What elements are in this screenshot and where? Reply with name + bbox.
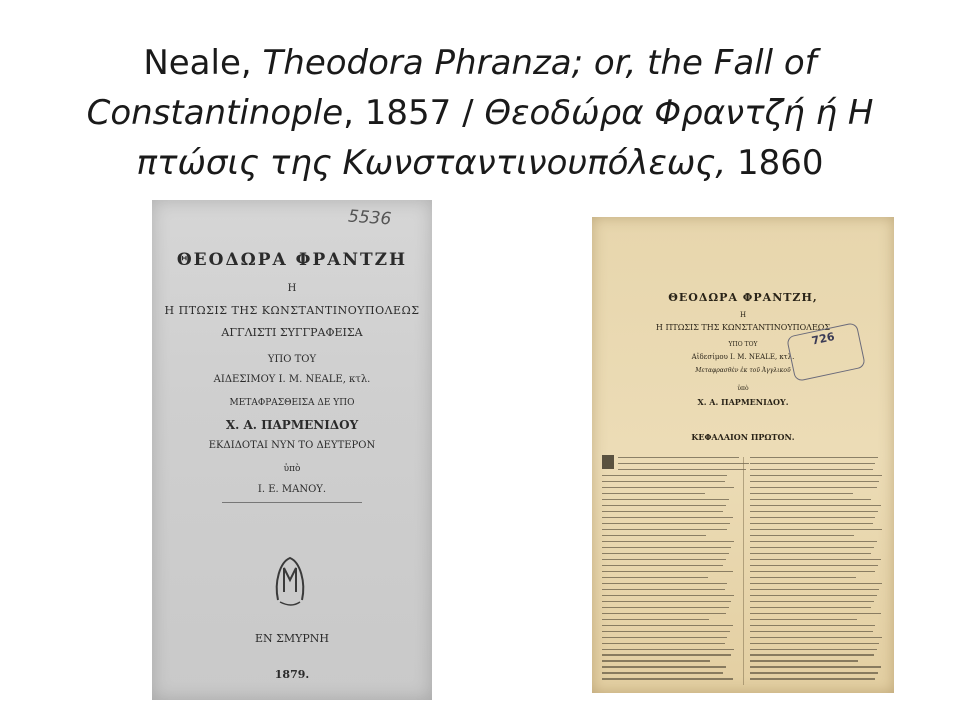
right-book-title: ΘΕΟΔΩΡΑ ΦΡΑΝΤΖΗ, bbox=[668, 291, 818, 304]
text-line bbox=[750, 565, 878, 566]
text-line bbox=[602, 577, 708, 578]
monogram-emblem bbox=[270, 552, 310, 608]
text-line bbox=[602, 553, 729, 554]
text-line bbox=[750, 499, 871, 500]
right-translator: Χ. Α. ΠΑΡΜΕΝΙΔΟΥ. bbox=[697, 397, 789, 407]
left-translator: Χ. Α. ΠΑΡΜΕΝΙΔΟΥ bbox=[225, 418, 359, 432]
text-line bbox=[750, 619, 857, 620]
text-line bbox=[750, 541, 877, 542]
body-text-columns bbox=[602, 457, 884, 685]
left-place: ΕΝ ΣΜΥΡΝΗ bbox=[254, 632, 330, 645]
text-line bbox=[750, 678, 875, 679]
text-line bbox=[750, 487, 877, 488]
right-author: Αἰδεσίμου Ι. Μ. NEALE, κτλ. bbox=[691, 353, 795, 361]
text-line bbox=[602, 649, 734, 650]
text-line bbox=[602, 499, 729, 500]
left-line9: ὑπὸ bbox=[283, 464, 301, 474]
title-year-english: , 1857 / bbox=[343, 93, 485, 133]
text-line bbox=[750, 583, 882, 584]
text-line bbox=[750, 493, 853, 494]
title-author: Neale, bbox=[143, 43, 263, 83]
text-line bbox=[602, 541, 734, 542]
text-line bbox=[602, 547, 731, 548]
text-line bbox=[602, 523, 730, 524]
text-line bbox=[750, 457, 878, 458]
text-line bbox=[602, 481, 725, 482]
text-line bbox=[750, 559, 881, 560]
text-line bbox=[750, 553, 871, 554]
right-line7: ὑπὸ bbox=[737, 385, 749, 392]
text-line bbox=[750, 601, 874, 602]
right-subtitle: Η ΠΤΩΣΙΣ ΤΗΣ ΚΩΝΣΤΑΝΤΙΝΟΥΠΟΛΕΩΣ bbox=[655, 323, 831, 332]
left-line3: ΑΓΓΛΙΣΤΙ ΣΥΓΓΡΑΦΕΙΣΑ bbox=[221, 326, 363, 339]
title-english-book: Theodora Phranza; or, the Fall of Constantinople bbox=[86, 43, 817, 133]
text-line bbox=[602, 631, 730, 632]
handwritten-number: 5536 bbox=[347, 206, 392, 230]
text-line bbox=[750, 463, 875, 464]
text-line bbox=[750, 625, 875, 626]
text-line bbox=[602, 619, 709, 620]
text-line bbox=[750, 654, 874, 655]
text-line bbox=[750, 547, 874, 548]
text-line bbox=[750, 666, 881, 667]
text-line bbox=[750, 672, 878, 673]
title-year-greek: 1860 bbox=[726, 143, 824, 183]
right-text-column bbox=[750, 457, 882, 685]
left-author: ΑΙΔΕΣΙΜΟΥ Ι. Μ. NEALE, κτλ. bbox=[213, 374, 371, 385]
stamp-number: 726 bbox=[810, 330, 836, 348]
text-line bbox=[602, 595, 734, 596]
text-line bbox=[750, 649, 877, 650]
text-line bbox=[750, 535, 854, 536]
text-line bbox=[602, 571, 733, 572]
text-line bbox=[602, 529, 727, 530]
text-line bbox=[750, 577, 856, 578]
left-line8: ΕΚΔΙΔΟΤΑΙ ΝΥΝ ΤΟ ΔΕΥΤΕΡΟΝ bbox=[208, 440, 376, 451]
text-line bbox=[602, 654, 731, 655]
text-line bbox=[750, 631, 873, 632]
left-text-column bbox=[602, 457, 734, 685]
text-line bbox=[750, 613, 881, 614]
chapter-heading: ΚΕΦΑΛΑΙΟΝ ΠΡΩΤΟΝ. bbox=[691, 432, 795, 442]
left-line6: ΜΕΤΑΦΡΑΣΘΕΙΣΑ ΔΕ ΥΠΟ bbox=[229, 398, 355, 408]
left-title-page-image bbox=[152, 200, 432, 700]
text-line bbox=[750, 660, 858, 661]
text-line bbox=[602, 607, 729, 608]
text-line bbox=[750, 529, 882, 530]
text-line bbox=[602, 505, 726, 506]
text-line bbox=[750, 511, 878, 512]
text-line bbox=[602, 493, 705, 494]
text-line bbox=[618, 457, 739, 458]
text-line bbox=[750, 571, 875, 572]
text-line bbox=[750, 595, 877, 596]
right-or: Η bbox=[739, 311, 747, 319]
left-rule bbox=[222, 502, 362, 503]
text-line bbox=[750, 469, 873, 470]
text-line bbox=[602, 559, 726, 560]
text-line bbox=[750, 517, 875, 518]
text-line bbox=[602, 625, 733, 626]
text-line bbox=[602, 672, 723, 673]
text-line bbox=[602, 666, 726, 667]
text-line bbox=[602, 589, 725, 590]
text-line bbox=[602, 535, 706, 536]
text-line bbox=[602, 601, 731, 602]
text-line bbox=[602, 517, 733, 518]
title-greek-book: Θεοδώρα Φραντζή ή Η πτώσις της Κωνσταντινουπόλεως, bbox=[136, 93, 874, 183]
column-divider bbox=[743, 457, 744, 685]
text-line bbox=[750, 505, 881, 506]
text-line bbox=[618, 469, 746, 470]
left-year: 1879. bbox=[274, 668, 310, 681]
text-line bbox=[602, 475, 727, 476]
text-line bbox=[750, 637, 882, 638]
text-line bbox=[618, 463, 749, 464]
right-line4: ΥΠΟ ΤΟΥ bbox=[728, 341, 758, 348]
text-line bbox=[602, 613, 726, 614]
left-or: Η bbox=[287, 283, 297, 294]
left-publisher: Ι. Ε. ΜΑΝΟΥ. bbox=[257, 484, 327, 495]
text-line bbox=[602, 678, 733, 679]
text-line bbox=[602, 643, 725, 644]
left-line4: ΥΠΟ ΤΟΥ bbox=[267, 354, 317, 365]
text-line bbox=[602, 487, 734, 488]
right-title-page-image bbox=[592, 217, 894, 693]
text-line bbox=[750, 475, 882, 476]
text-line bbox=[602, 565, 723, 566]
text-line bbox=[750, 643, 879, 644]
text-line bbox=[602, 660, 710, 661]
text-line bbox=[602, 583, 727, 584]
text-line bbox=[750, 481, 879, 482]
left-book-title: ΘΕΟΔΩΡΑ ΦΡΑΝΤΖΗ bbox=[176, 250, 408, 270]
text-line bbox=[750, 607, 871, 608]
text-line bbox=[602, 511, 723, 512]
left-subtitle: Η ΠΤΩΣΙΣ ΤΗΣ ΚΩΝΣΤΑΝΤΙΝΟΥΠΟΛΕΩΣ bbox=[164, 304, 420, 317]
text-line bbox=[750, 589, 879, 590]
slide-title bbox=[40, 38, 920, 188]
text-line bbox=[602, 637, 727, 638]
text-line bbox=[750, 523, 873, 524]
right-line6: Μεταφρασθὲν ἐκ τοῦ Ἀγγλικοῦ bbox=[695, 367, 791, 374]
